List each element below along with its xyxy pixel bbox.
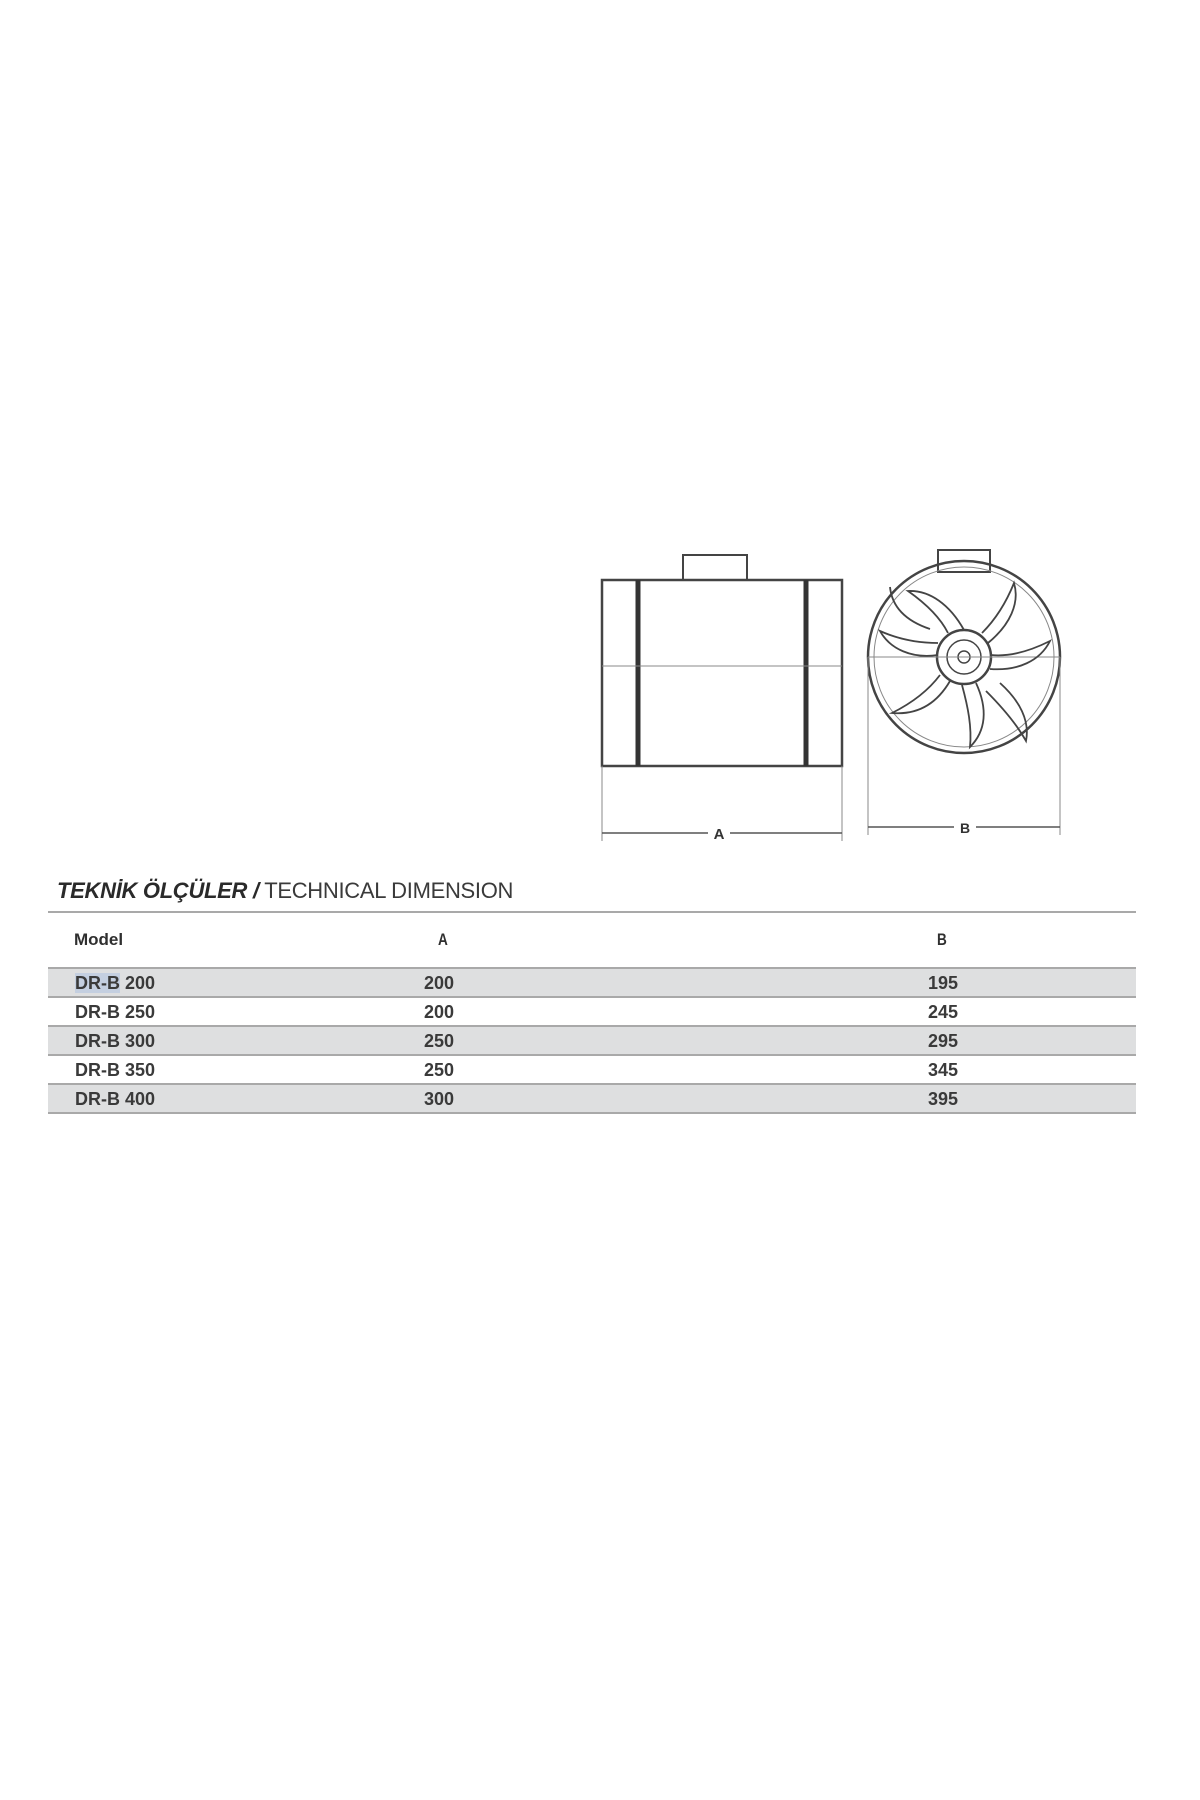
dimension-label-a: A	[713, 826, 725, 843]
model-prefix: DR-B	[75, 1002, 120, 1022]
cell-model	[75, 1060, 155, 1081]
model-size: 200	[125, 973, 156, 993]
cell-model	[75, 973, 155, 994]
front-view-blades	[880, 583, 1050, 747]
cell-b: 245	[928, 1002, 959, 1022]
cell-a: 200	[424, 973, 455, 993]
cell-a: 250	[424, 1060, 455, 1080]
header-b: B	[937, 930, 947, 949]
section-title-english: TECHNICAL DIMENSION	[264, 878, 514, 903]
section-title	[57, 878, 513, 904]
cell-b: 295	[928, 1031, 959, 1051]
model-size: 250	[125, 1002, 156, 1022]
table-row	[48, 1056, 1136, 1085]
table-row	[48, 1027, 1136, 1056]
cell-model	[75, 1031, 155, 1052]
cell-a: 300	[424, 1089, 455, 1109]
cell-model	[75, 1002, 155, 1023]
model-prefix: DR-B	[75, 973, 120, 993]
dimensions-table	[48, 913, 1136, 1114]
cell-model	[75, 1089, 155, 1110]
cell-a: 250	[424, 1031, 455, 1051]
cell-b: 345	[928, 1060, 959, 1080]
header-a: A	[438, 930, 448, 949]
cell-b: 395	[928, 1089, 959, 1109]
table-header	[48, 913, 1136, 967]
header-model: Model	[74, 930, 124, 949]
model-size: 300	[125, 1031, 156, 1051]
cell-b: 195	[928, 973, 959, 993]
cell-a: 200	[424, 1002, 455, 1022]
model-size: 400	[125, 1089, 156, 1109]
table-row	[48, 969, 1136, 998]
model-prefix: DR-B	[75, 1089, 120, 1109]
model-prefix: DR-B	[75, 1031, 120, 1051]
model-size: 350	[125, 1060, 156, 1080]
side-view-terminal-box	[683, 555, 747, 580]
section-title-turkish: TEKNİK ÖLÇÜLER /	[57, 878, 259, 903]
model-prefix: DR-B	[75, 1060, 120, 1080]
table-body	[48, 967, 1136, 1114]
table-row	[48, 998, 1136, 1027]
dimension-label-b: B	[959, 820, 971, 836]
table-row	[48, 1085, 1136, 1114]
technical-drawing	[590, 545, 1150, 845]
